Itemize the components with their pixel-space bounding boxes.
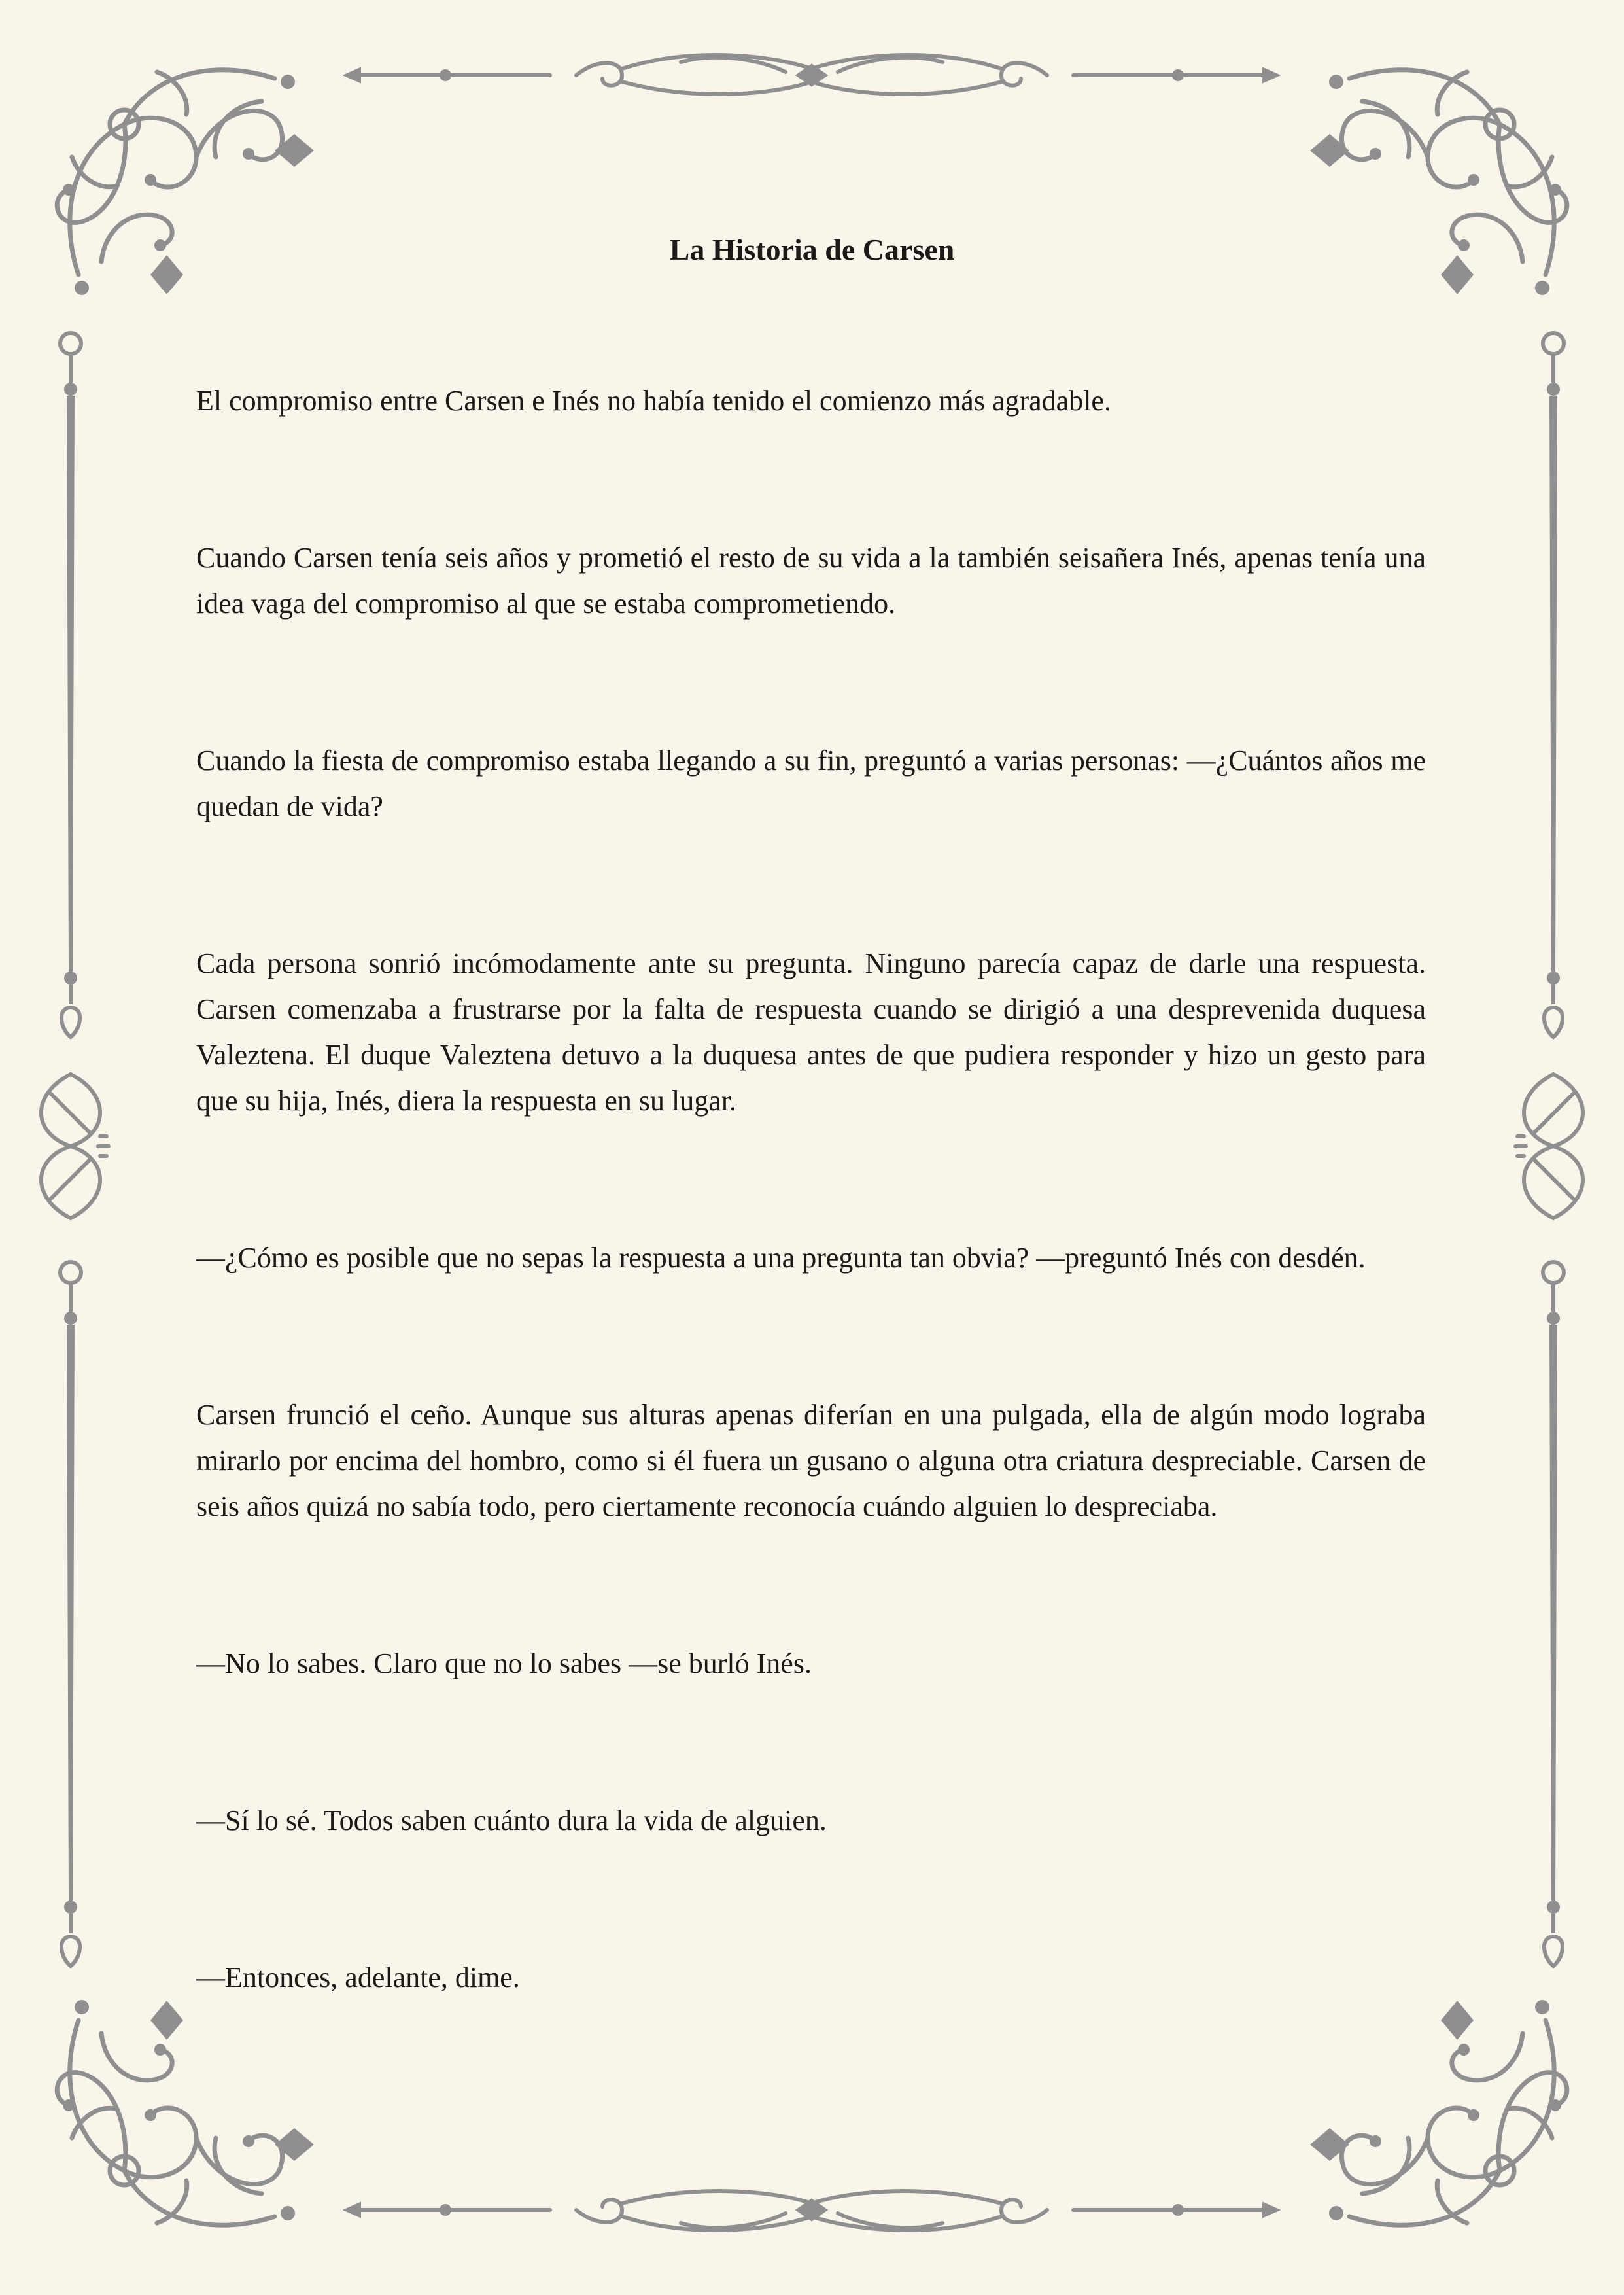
paragraph: —Entonces, adelante, dime. — [196, 1961, 520, 1993]
paragraph: Carsen frunció el ceño. Aunque sus alturas apenas diferían en una pulgada, ella de algún modo lograba mirarlo por encima del hombro, como si él fuera un gusano o alguna otra criatura despreciable. Carsen de seis años quizá no sabía todo, pero ciertamente reconocía cuándo alguien lo despreciaba. — [196, 1399, 1426, 1522]
page-title: La Historia de Carsen — [669, 233, 955, 266]
left-rod-upper — [60, 333, 81, 1037]
paragraph: —Sí lo sé. Todos saben cuánto dura la vida de alguien. — [196, 1804, 827, 1836]
paragraph: —No lo sabes. Claro que no lo sabes —se burló Inés. — [196, 1647, 812, 1679]
left-infinity-knot — [41, 1074, 109, 1218]
bottom-scroll-divider — [347, 2191, 1276, 2230]
right-rod-upper — [1543, 333, 1564, 1037]
paragraph: Cada persona sonrió incómodamente ante su pregunta. Ninguno parecía capaz de darle una respuesta. Carsen comenzaba a frustrarse por la falta de respuesta cuando se dirigió a una desprevenida duquesa Valeztena. El duque Valeztena detuvo a la duquesa antes de que pudiera responder y hizo un gesto para que su hija, Inés, diera la respuesta en su lugar. — [196, 947, 1426, 1117]
paragraph: Cuando Carsen tenía seis años y prometió el resto de su vida a la también seisañera Inés, apenas tenía una idea vaga del compromiso al que se estaba comprometiendo. — [196, 542, 1426, 620]
paragraph: Cuando la fiesta de compromiso estaba llegando a su fin, preguntó a varias personas: —¿Cuántos años me quedan de vida? — [196, 745, 1426, 822]
right-rod-lower — [1543, 1262, 1564, 1966]
story-body — [196, 378, 1426, 2112]
top-scroll-divider — [347, 55, 1276, 94]
left-rod-lower — [60, 1262, 81, 1966]
paragraph: —¿Cómo es posible que no sepas la respuesta a una pregunta tan obvia? —preguntó Inés con desdén. — [196, 1242, 1366, 1274]
paragraph: El compromiso entre Carsen e Inés no había tenido el comienzo más agradable. — [196, 385, 1111, 417]
right-infinity-knot — [1515, 1074, 1583, 1218]
